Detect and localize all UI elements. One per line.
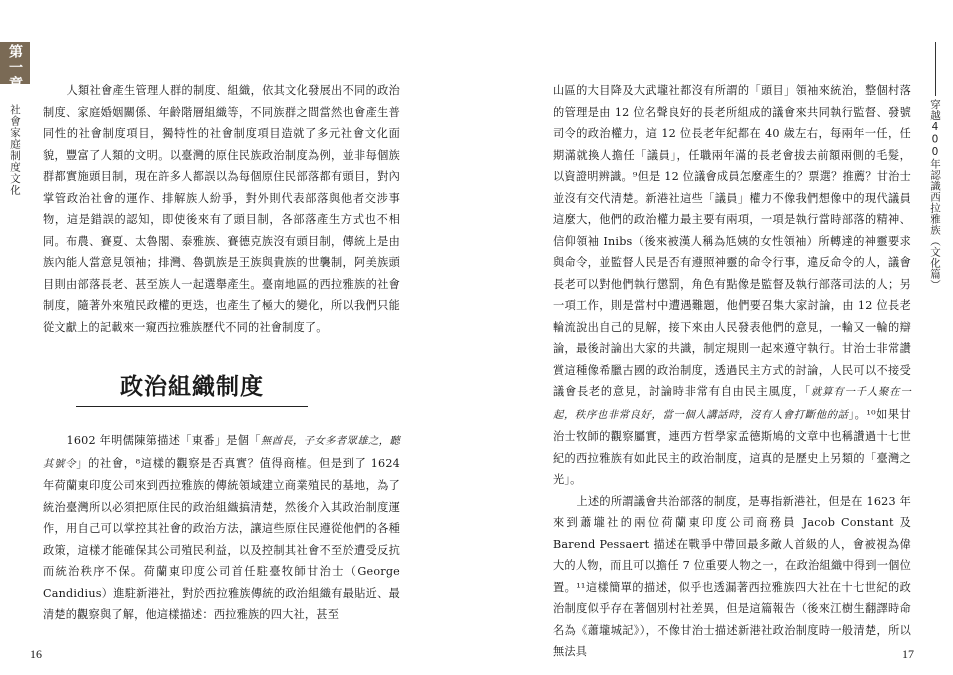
- running-title: 穿越400年認識西拉雅族（文化篇）: [923, 96, 947, 294]
- paragraph-text: 山區的大目降及大武壠社都沒有所謂的「頭目」領袖來統治，整個村落的管理是由 12 位名聲良好的長老所組成的議會來共同執行監督、發號司令的政治權力，這 12 位長老年紀都在 40 歲左右，每兩年一任，任期滿就換人擔任「議員」，任職兩年滿的長老會拔去前額兩側的毛髮，以資證明辨識。⁹但是 12 位議會成員怎麼產生的？票選？推薦？甘治士並沒有交代清楚。新港社這些「議員」權力不像我們想像中的現代議員這麼大，他們的政治權力最主要有兩項，一項是執行當時部落的精神、信仰領袖 Inibs（後來被漢人稱為尪姨的女性領袖）所轉達的神靈要求與命令，並監督人民是否有遵照神靈的命令行事，違反命令的人，議會長老可以對他們執行懲罰，角色有點像是監督及執行部落司法的人；另一項工作，則是當村中遭遇難題，他們要召集大家討論，由 12 位長老輪流說出自己的見解，接下來由人民發表他們的意見，一輪又一輪的辯論，最後討論出大家的共識，制定規則一起來遵守執行。甘治士非常讚賞這種像希臘古國的政治制度，透過民主方式的討論，人民可以不接受議會長老的意見，討論時非常有自由民主風度，「: [553, 84, 911, 398]
- page-number-right: 17: [902, 647, 914, 661]
- paragraph-text: 」。¹⁰如果甘治士牧師的觀察屬實，連西方哲學家孟德斯鳩的文章中也稱讚過十七世紀的西拉雅族有如此民主的政治制度，這真的是歷史上另類的「臺灣之光」。: [553, 407, 911, 486]
- page-number-left: 16: [30, 647, 42, 661]
- right-page-body: [553, 80, 911, 663]
- paragraph-text: 1602 年明儒陳第描述「東番」是個「: [66, 434, 261, 447]
- paragraph-chen-di: [43, 430, 400, 626]
- left-page-intro: [43, 80, 400, 338]
- chapter-subtitle: 社會家庭制度文化: [9, 104, 21, 196]
- section-heading: 政治組織制度: [76, 368, 308, 407]
- paragraph-soulang: 上述的所謂議會共治部落的制度，是專指新港社，但是在 1623 年來到蕭壠社的兩位荷蘭東印度公司商務員 Jacob Constant 及 Barend Pessaert 描述在戰爭中帶回最多敵人首級的人，會被視為偉大的人物，而且可以擔任 7 位重要人物之一，在政治組織中得到一個位置。¹¹這樣簡單的描述，似乎也透漏著西拉雅族四大社在十七世紀的政治制度似乎存在著個別村社差異，但是這篇報告（後來江樹生翻譯時命名為《蕭壠城記》），不像甘治士描述新港社政治制度時一般清楚，所以無法具: [553, 494, 911, 658]
- left-page-section-body: [43, 430, 400, 626]
- paragraph-council: [553, 80, 911, 491]
- intro-paragraph: 人類社會產生管理人群的制度、組織，依其文化發展出不同的政治制度、家庭婚姻關係、年齡階層組織等，不同族群之間當然也會產生普同性的社會制度項目，獨特性的社會制度項目造就了多元社會文化面貌，豐富了人類的文明。以臺灣的原住民族政治制度為例，並非每個族群都實施頭目制，現在許多人都誤以為每個原住民部落都有頭目，對內掌管政治社會的運作、排解族人紛爭，對外則代表部落與他者交涉事物，這是錯誤的認知，即使後來有了頭目制，各部落產生方式也不相同。布農、賽夏、太魯閣、泰雅族、賽德克族沒有頭目制，傳統上是由族內能人當意見領袖；排灣、魯凱族是王族與貴族的世襲制，阿美族頭目則由部落長老、甚至族人一起選舉產生。臺南地區的西拉雅族的社會制度，隨著外來殖民政權的更迭，也產生了極大的變化，所以我們只能從文獻上的記載來一窺西拉雅族歷代不同的社會制度了。: [43, 84, 400, 334]
- chapter-tab-label: 第一章: [7, 44, 23, 92]
- quote-text: 無酋長，子女多者眾雄之，聽其號令: [43, 435, 400, 470]
- paragraph-text: 」的社會，⁸這樣的觀察是否真實？值得商榷。但是到了 1624 年荷蘭東印度公司來到西拉雅族的傳統領域建立商業殖民的基地，為了統治臺灣所以必須把原住民的政治組織搞清楚，然後介入其政治制度運作，用自己可以掌控其社會的政治方法，讓這些原住民遵從他們的各種政策，這樣才能確保其公司殖民利益，以及控制其社會不至於遭受反抗而統治秩序不保。荷蘭東印度公司首任駐臺牧師甘治士（George Candidius）進駐新港社，對於西拉雅族傳統的政治組織有最貼近、最清楚的觀察與了解，他這樣描述：西拉雅族的四大社，甚至: [43, 456, 400, 621]
- quote-text: 就算有一千人聚在一起，秩序也非常良好，當一個人講話時，沒有人會打斷他的話: [553, 386, 911, 421]
